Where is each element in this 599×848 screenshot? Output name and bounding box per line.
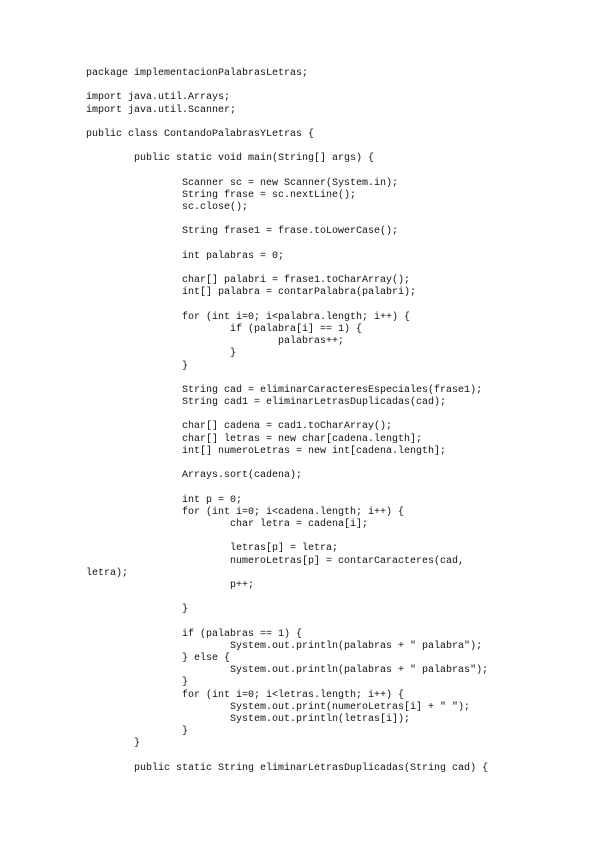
code-line: letra); — [86, 567, 129, 579]
code-line: import java.util.Scanner; — [86, 104, 237, 116]
code-line: System.out.println(letras[i]); — [86, 713, 411, 725]
code-line: char letra = cadena[i]; — [86, 518, 369, 530]
code-line: public static String eliminarLetrasDuplicadas(String cad) { — [86, 762, 489, 774]
code-line: System.out.println(palabras + " palabra"); — [86, 640, 483, 652]
code-line: String frase1 = frase.toLowerCase(); — [86, 226, 399, 238]
code-line: int[] palabra = contarPalabra(palabri); — [86, 287, 417, 299]
code-line: for (int i=0; i<palabra.length; i++) { — [86, 311, 411, 323]
code-line: for (int i=0; i<cadena.length; i++) { — [86, 506, 405, 518]
code-line: String cad1 = eliminarLetrasDuplicadas(cad); — [86, 397, 447, 409]
code-line: Scanner sc = new Scanner(System.in); — [86, 177, 399, 189]
code-line: String frase = sc.nextLine(); — [86, 189, 357, 201]
code-line: letras[p] = letra; — [86, 543, 339, 555]
code-line — [86, 458, 488, 470]
code-line: for (int i=0; i<letras.length; i++) { — [86, 689, 405, 701]
code-line: int[] numeroLetras = new int[cadena.length]; — [86, 445, 447, 457]
code-line — [86, 409, 488, 421]
code-line — [86, 214, 488, 226]
code-line: } — [86, 677, 189, 689]
code-line: } — [86, 738, 141, 750]
code-line: palabras++; — [86, 336, 345, 348]
code-line — [86, 751, 488, 763]
code-line: } — [86, 360, 189, 372]
code-line: public class ContandoPalabrasYLetras { — [86, 128, 315, 140]
code-line — [86, 166, 488, 178]
code-line: char[] cadena = cad1.toCharArray(); — [86, 421, 393, 433]
code-line — [86, 616, 488, 628]
code-line — [86, 300, 488, 312]
code-line: } else { — [86, 653, 231, 664]
code-line: if (palabra[i] == 1) { — [86, 323, 363, 335]
code-line — [86, 80, 488, 92]
code-line: p++; — [86, 579, 255, 591]
code-listing — [86, 68, 488, 775]
code-line — [86, 117, 488, 129]
code-line: int p = 0; — [86, 494, 243, 506]
code-line — [86, 592, 488, 604]
code-line: import java.util.Arrays; — [86, 92, 231, 104]
code-line: System.out.println(palabras + " palabras"); — [86, 665, 489, 677]
code-line: } — [86, 604, 189, 616]
code-line: numeroLetras[p] = contarCaracteres(cad, — [86, 555, 465, 567]
code-line — [86, 141, 488, 153]
code-line: } — [86, 726, 189, 738]
code-line — [86, 482, 488, 494]
code-line — [86, 373, 488, 385]
code-line: char[] palabri = frase1.toCharArray(); — [86, 275, 411, 287]
code-line — [86, 263, 488, 275]
code-line: int palabras = 0; — [86, 250, 285, 262]
code-line: package implementacionPalabrasLetras; — [86, 68, 309, 79]
code-line: char[] letras = new char[cadena.length]; — [86, 433, 423, 445]
code-line: String cad = eliminarCaracteresEspeciales(frase1); — [86, 384, 483, 396]
code-line: Arrays.sort(cadena); — [86, 470, 303, 482]
code-line: sc.close(); — [86, 202, 249, 214]
code-line — [86, 239, 488, 251]
code-line: public static void main(String[] args) { — [86, 153, 375, 165]
code-line — [86, 531, 488, 543]
code-line: System.out.print(numeroLetras[i] + " "); — [86, 701, 471, 713]
code-line: } — [86, 348, 237, 360]
code-line: if (palabras == 1) { — [86, 628, 303, 640]
